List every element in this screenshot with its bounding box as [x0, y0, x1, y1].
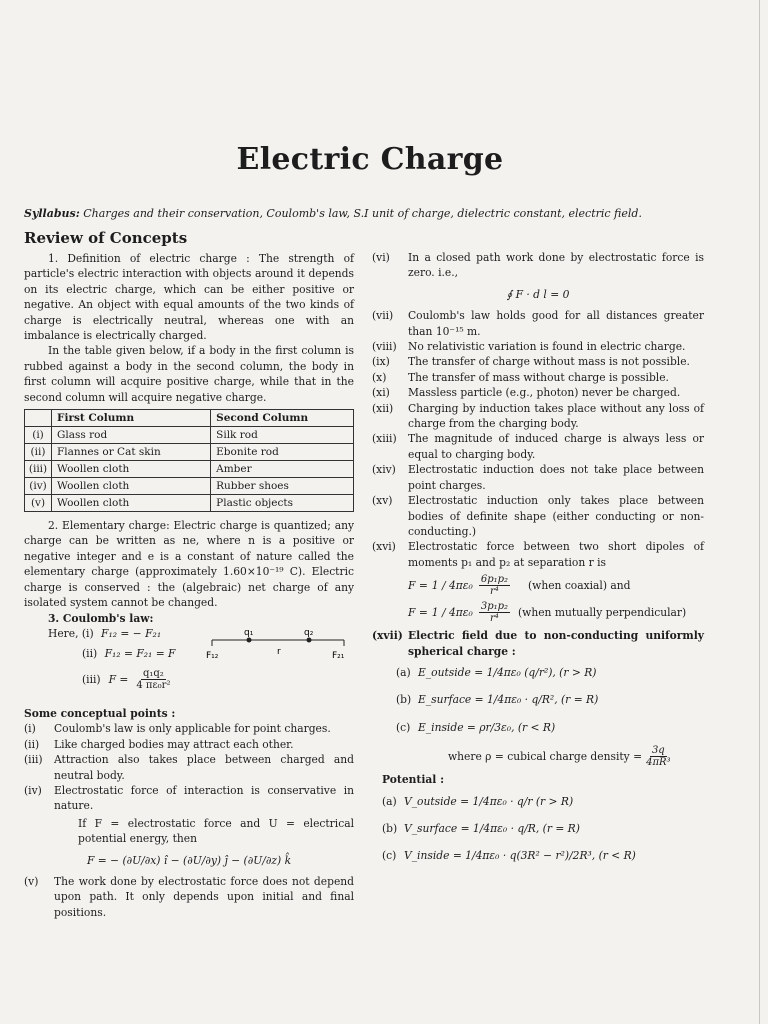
field-outside: (a) E_outside = 1/4πε₀ (q/r²), (r > R): [396, 665, 597, 679]
coulomb-diagram: [204, 626, 354, 664]
list-item: (vii) Coulomb's law holds good for all distances greater than 10⁻¹⁵ m.: [372, 309, 704, 338]
list-item: (iii) Attraction also takes place between charged and neutral body.: [24, 753, 354, 782]
section-heading: Review of Concepts: [24, 229, 188, 247]
list-item: (xi) Massless particle (e.g., photon) never be charged.: [372, 386, 681, 400]
list-item: (ix) The transfer of charge without mass is not possible.: [372, 355, 690, 369]
table-cell: Glass rod: [52, 427, 211, 444]
page-edge-line: [759, 0, 760, 1024]
potential-surface: (b) V_surface = 1/4πε₀ · q/R, (r = R): [382, 821, 580, 835]
list-item: (xvii) Electric field due to non-conducting uniformly spherical charge :: [372, 629, 704, 658]
table-header-second: Second Column: [211, 410, 354, 427]
f21-label: F₂₁: [332, 650, 345, 661]
table-row: [25, 461, 354, 478]
list-item: (xiii) The magnitude of induced charge is always less or equal to charging body.: [372, 432, 704, 461]
coulomb-block: [24, 626, 354, 706]
triboelectric-table: [24, 409, 354, 512]
potential-heading: Potential :: [382, 773, 445, 787]
list-item: (x) The transfer of mass without charge is possible.: [372, 370, 669, 384]
q2-label: q₂: [304, 627, 314, 638]
table-cell: Woollen cloth: [52, 495, 211, 512]
label-iii: (iii): [82, 672, 101, 686]
table-cell: Silk rod: [211, 427, 354, 444]
label-ii: (ii): [82, 646, 98, 660]
list-item: (i) Coulomb's law is only applicable for point charges.: [24, 722, 331, 736]
list-item: (vi) In a closed path work done by electrostatic force is zero. i.e.,: [372, 251, 704, 280]
page-title: Electric Charge: [236, 142, 504, 177]
table-cell: Amber: [211, 461, 354, 478]
list-item: (viii) No relativistic variation is found in electric charge.: [372, 340, 686, 354]
list-item: (iv) Electrostatic force of interaction is conservative in nature.: [24, 783, 354, 813]
potential-inside: (c) V_inside = 1/4πε₀ · q(3R² − r²)/2R³, (r < R): [382, 849, 636, 863]
syllabus-text: Charges and their conservation, Coulomb's law, S.I unit of charge, dielectric constant, electric field.: [83, 207, 642, 220]
syllabus-line: [24, 207, 744, 220]
dipole-coaxial-equation: F = 1 / 4πε₀ $\frac{\text{6p₁p₂}}{\text{r⁴}}$ (when coaxial) and: [408, 574, 631, 598]
closed-loop-equation: ∮ F · d l = 0: [506, 287, 570, 301]
right-column: [372, 250, 704, 870]
potential-outside: (a) V_outside = 1/4πε₀ · q/r (r > R): [382, 794, 574, 808]
r-label: r: [277, 646, 281, 657]
list-item: (xvi) Electrostatic force between two short dipoles of moments p₁ and p₂ at separation r is: [372, 540, 704, 569]
table-row: [25, 444, 354, 461]
table-cell: Woollen cloth: [52, 461, 211, 478]
charge-q2-dot: [307, 637, 312, 642]
table-cell: (i): [25, 427, 52, 444]
field-inside: (c) E_inside = ρr/3ε₀, (r < R): [396, 720, 556, 734]
paragraph-elementary-charge: 2. Elementary charge: Electric charge is quantized; any charge can be written as ne, where n is a positive or negative integer and e is a constant of nature called the elementary charge (approximately 1.60×10⁻¹⁹ C). Electric charge is conserved : the (algebraic) net charge of any isolated system cannot be changed.: [24, 519, 354, 610]
here-label: Here, (i): [48, 626, 94, 640]
paragraph-table-intro: In the table given below, if a body in the first column is rubbed against a body in the second column, the body in first column will acquire positive charge, while that in the second column will acquire negative charge.: [24, 344, 354, 404]
charge-density-line: where ρ = cubical charge density = $\frac{3q}{\text{4πR³}}$: [448, 745, 671, 769]
potential-equations: [372, 788, 704, 870]
table-cell: (ii): [25, 444, 52, 461]
conceptual-heading: Some conceptual points :: [24, 706, 176, 720]
table-header-first: First Column: [52, 410, 211, 427]
gradient-equation: F = − (∂U/∂x) î − (∂U/∂y) ĵ − (∂U/∂z) k̂: [86, 853, 292, 867]
table-row: [25, 427, 354, 444]
potential-energy-text: If F = electrostatic force and U = electrical potential energy, then: [78, 816, 354, 846]
field-surface: (b) E_surface = 1/4πε₀ · q/R², (r = R): [396, 693, 599, 707]
table-cell: Rubber shoes: [211, 478, 354, 495]
table-row: [25, 478, 354, 495]
left-column: [24, 251, 354, 920]
f12-label: F₁₂: [206, 650, 219, 661]
table-cell: Plastic objects: [211, 495, 354, 512]
coulomb-heading: 3. Coulomb's law:: [48, 611, 154, 625]
table-cell: (v): [25, 495, 52, 512]
list-item: (ii) Like charged bodies may attract each other.: [24, 737, 294, 751]
equation-ii: F₁₂ = F₂₁ = F: [104, 646, 176, 660]
field-equations: [372, 659, 704, 741]
table-row: [25, 495, 354, 512]
list-item: (xv) Electrostatic induction only takes place between bodies of definite shape (either conducting or non-conducting.): [372, 494, 704, 538]
table-header-row: [25, 410, 354, 427]
q1-label: q₁: [244, 627, 254, 638]
fraction-denominator: 4 πε₀r²: [136, 679, 171, 691]
list-item: (xii) Charging by induction takes place without any loss of charge from the charging body.: [372, 401, 704, 431]
table-cell: Flannes or Cat skin: [52, 444, 211, 461]
table-cell: Ebonite rod: [211, 444, 354, 461]
table-cell: (iv): [25, 478, 52, 495]
table-cell: (iii): [25, 461, 52, 478]
dipole-perpendicular-equation: F = 1 / 4πε₀ $\frac{\text{3p₁p₂}}{\text{r⁴}}$ (when mutually perpendicular): [408, 601, 687, 625]
equation-iii-lhs: F =: [108, 672, 129, 686]
paragraph-definition: 1. Definition of electric charge : The strength of particle's electric interaction with objects around it depends on its electric charge, which can be either positive or negative. An object with equal amounts of the two kinds of charge is electrically neutral, whereas one with an imbalance is electrically charged.: [24, 252, 354, 343]
syllabus-label: Syllabus:: [24, 207, 80, 220]
table-cell: Woollen cloth: [52, 478, 211, 495]
list-item: (xiv) Electrostatic induction does not take place between point charges.: [372, 463, 704, 492]
coulomb-fraction: [134, 668, 172, 691]
charge-q1-dot: [247, 637, 252, 642]
list-item: (v) The work done by electrostatic force does not depend upon path. It only depends upon initial and final positions.: [24, 874, 354, 919]
equation-i: F₁₂ = − F₂₁: [101, 626, 162, 640]
fraction-numerator: q₁q₂: [143, 667, 164, 679]
